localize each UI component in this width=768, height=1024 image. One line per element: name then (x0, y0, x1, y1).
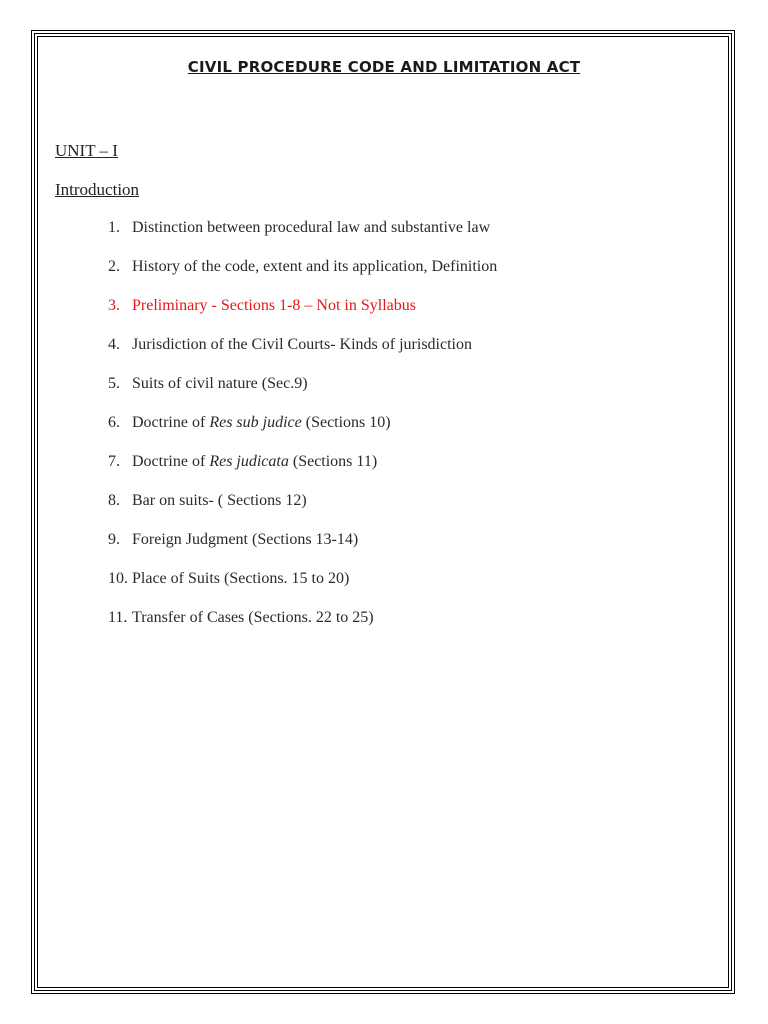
topic-number: 7. (108, 453, 120, 470)
topic-text-post: (Sections 10) (301, 414, 391, 431)
topic-text: Distinction between procedural law and substantive law (132, 219, 491, 236)
topic-item (108, 375, 308, 393)
topic-number: 1. (108, 219, 120, 236)
topic-text: History of the code, extent and its application, Definition (132, 258, 498, 275)
topic-text-pre: Doctrine of (132, 414, 210, 431)
topic-number: 5. (108, 375, 120, 392)
topic-item (108, 258, 497, 276)
topic-text: Suits of civil nature (Sec.9) (132, 375, 308, 392)
topic-item (108, 531, 358, 549)
topic-text: Bar on suits- ( Sections 12) (132, 492, 307, 509)
topic-text-post: (Sections 11) (288, 453, 378, 470)
topic-number: 2. (108, 258, 120, 275)
topic-item (108, 609, 374, 627)
topic-text: Transfer of Cases (Sections. 22 to 25) (132, 609, 374, 626)
topic-number: 6. (108, 414, 120, 431)
document-title: CIVIL PROCEDURE CODE AND LIMITATION ACT (187, 58, 581, 76)
topic-number: 11. (108, 609, 128, 626)
topic-text-italic: Res sub judice (209, 414, 302, 431)
topic-number: 4. (108, 336, 120, 353)
topic-item (108, 336, 472, 354)
topic-number: 9. (108, 531, 120, 548)
page-border (31, 30, 735, 994)
section-heading: Introduction (55, 180, 140, 199)
topic-item (108, 414, 391, 432)
topic-text-pre: Doctrine of (132, 453, 210, 470)
topic-item (108, 453, 377, 471)
unit-heading: UNIT – I (55, 141, 118, 160)
topic-item-not-in-syllabus (108, 297, 416, 315)
topic-text: Place of Suits (Sections. 15 to 20) (132, 570, 350, 587)
topic-number: 10. (108, 570, 128, 587)
topic-text-italic: Res judicata (209, 453, 289, 470)
topic-number: 8. (108, 492, 120, 509)
topic-text: Foreign Judgment (Sections 13-14) (132, 531, 359, 548)
topic-number: 3. (108, 297, 120, 314)
topic-text: Preliminary - Sections 1-8 – Not in Syllabus (132, 297, 416, 314)
topic-item (108, 492, 307, 510)
topic-item (108, 219, 490, 237)
topic-text: Jurisdiction of the Civil Courts- Kinds of jurisdiction (132, 336, 472, 353)
topic-item (108, 570, 349, 588)
